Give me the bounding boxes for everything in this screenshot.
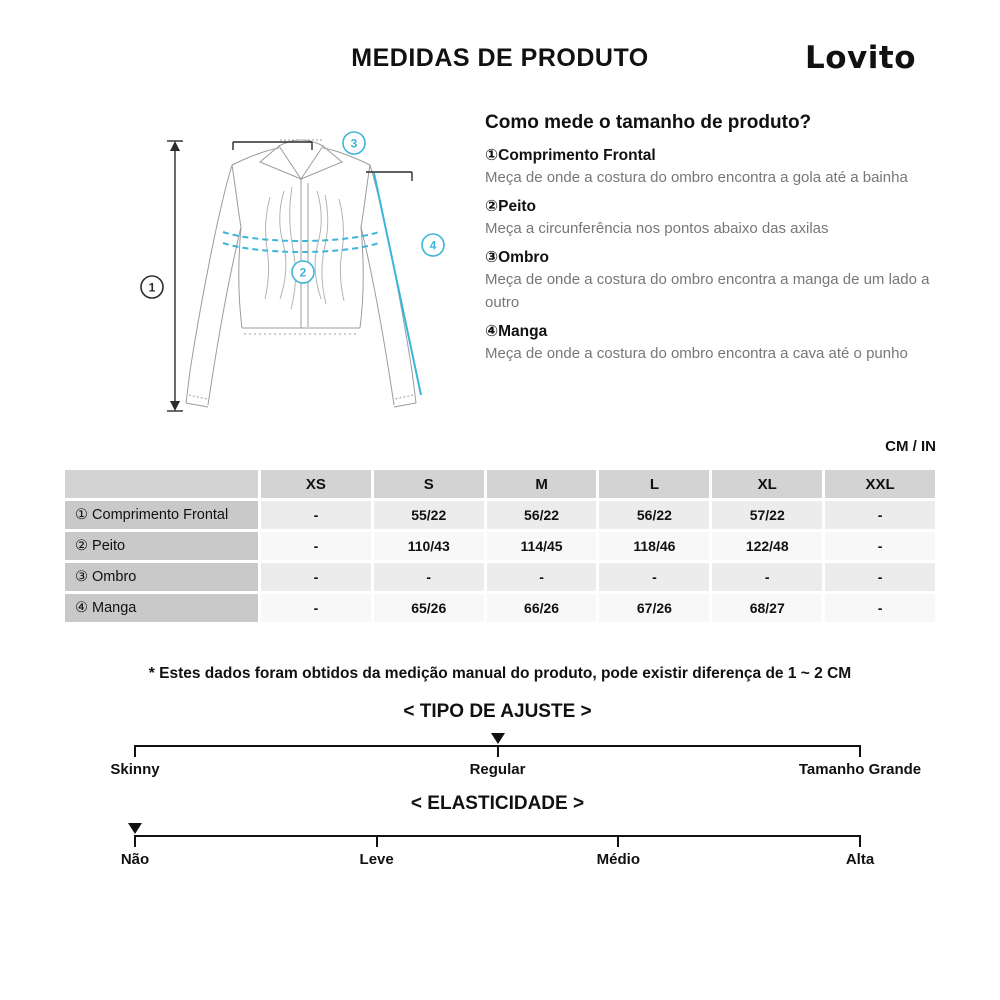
guide-item-name: Manga — [498, 322, 548, 340]
page-title: MEDIDAS DE PRODUTO — [351, 44, 649, 72]
elasticity-tick-1 — [134, 835, 136, 847]
fit-tick-right — [859, 745, 861, 757]
elasticity-tick-2 — [376, 835, 378, 847]
cell-value: - — [261, 501, 371, 529]
table-row-peito — [65, 532, 935, 560]
fit-tick-center — [497, 745, 499, 757]
cell-value: 56/22 — [487, 501, 597, 529]
elasticity-tick-3 — [617, 835, 619, 847]
fit-scale-title: < TIPO DE AJUSTE > — [403, 701, 592, 722]
guide-item-label — [485, 197, 943, 216]
row-label: ② Peito — [65, 532, 258, 560]
cell-value: 57/22 — [712, 501, 822, 529]
elasticity-scale-line — [135, 835, 860, 837]
guide-item-num: ① — [485, 147, 499, 164]
elasticity-marker-triangle — [128, 823, 142, 834]
svg-text:3: 3 — [350, 136, 358, 151]
cell-value: 65/26 — [374, 594, 484, 622]
measure-badge-3 — [343, 132, 365, 154]
guide-item-num: ② — [485, 197, 499, 215]
size-col-m: M — [487, 470, 597, 498]
cell-value: - — [261, 594, 371, 622]
guide-item-desc: Meça a circunferência nos pontos abaixo das axilas — [485, 219, 829, 237]
cell-value: - — [825, 532, 935, 560]
cell-value: 110/43 — [374, 532, 484, 560]
guide-item-label — [485, 248, 943, 267]
fit-label-regular: Regular — [469, 761, 526, 778]
elasticity-scale — [120, 793, 875, 877]
cell-value: 114/45 — [487, 532, 597, 560]
cell-value: 66/26 — [487, 594, 597, 622]
cell-value: - — [825, 594, 935, 622]
size-col-xs: XS — [261, 470, 371, 498]
measurement-disclaimer: * Estes dados foram obtidos da medição manual do produto, pode existir diferença de 1 ~ 2 CM — [148, 665, 852, 682]
size-col-s: S — [374, 470, 484, 498]
guide-heading: Como mede o tamanho de produto? — [485, 112, 812, 133]
guide-item-num: ④ — [485, 322, 499, 340]
row-label: ④ Manga — [65, 594, 258, 622]
elasticity-label-medio: Médio — [596, 851, 640, 868]
cell-value: - — [374, 563, 484, 591]
svg-text:1: 1 — [148, 280, 156, 295]
cell-value: 55/22 — [374, 501, 484, 529]
cell-value: 68/27 — [712, 594, 822, 622]
elasticity-label-alta: Alta — [845, 851, 875, 868]
size-table-header-row — [65, 470, 935, 498]
fit-tick-left — [134, 745, 136, 757]
measure-badge-4 — [422, 234, 444, 256]
chest-and-sleeve-measure-lines — [223, 173, 421, 395]
fit-label-grande: Tamanho Grande — [798, 761, 922, 778]
cell-value: 56/22 — [599, 501, 709, 529]
fit-type-scale — [110, 701, 922, 785]
row-label: ③ Ombro — [65, 563, 258, 591]
cell-value: - — [487, 563, 597, 591]
size-col-xxl: XXL — [825, 470, 935, 498]
size-col-l: L — [599, 470, 709, 498]
guide-item-name: Ombro — [498, 248, 549, 266]
cell-value: - — [261, 532, 371, 560]
elasticity-label-leve: Leve — [359, 851, 394, 868]
guide-item-label — [485, 322, 943, 341]
measure-badge-2 — [292, 261, 314, 283]
measure-badge-1 — [141, 276, 163, 298]
table-row-comprimento — [65, 501, 935, 529]
elasticity-label-nao: Não — [120, 851, 150, 868]
guide-item-desc: Meça de onde a costura do ombro encontra a gola até a bainha — [485, 169, 908, 186]
guide-item-name: Peito — [498, 197, 537, 215]
brand-logo: Lovito — [804, 40, 916, 76]
cell-value: 122/48 — [712, 532, 822, 560]
fit-marker-triangle — [491, 733, 505, 744]
cell-value: - — [599, 563, 709, 591]
measure-guide — [485, 112, 943, 366]
guide-item-desc: Meça de onde a costura do ombro encontra a cava até o punho — [485, 344, 908, 362]
size-table-wrap — [62, 467, 938, 625]
svg-text:2: 2 — [299, 265, 307, 280]
size-table — [62, 467, 938, 625]
cell-value: - — [712, 563, 822, 591]
guide-item-num: ③ — [485, 248, 499, 266]
guide-item-label — [485, 146, 943, 165]
guide-item-desc: Meça de onde a costura do ombro encontra a manga de um lado a outro — [485, 270, 930, 311]
cell-value: - — [261, 563, 371, 591]
svg-text:4: 4 — [429, 238, 437, 253]
cell-value: 118/46 — [599, 532, 709, 560]
guide-item-name: Comprimento Frontal — [498, 147, 656, 164]
cell-value: 67/26 — [599, 594, 709, 622]
product-measurement-diagram — [120, 115, 465, 430]
cell-value: - — [825, 501, 935, 529]
size-col-xl: XL — [712, 470, 822, 498]
units-label: CM / IN — [885, 438, 936, 455]
table-row-ombro — [65, 563, 935, 591]
cell-value: - — [825, 563, 935, 591]
size-table-corner — [65, 470, 258, 498]
elasticity-scale-title: < ELASTICIDADE > — [410, 793, 585, 814]
fit-label-skinny: Skinny — [110, 761, 160, 778]
elasticity-tick-4 — [859, 835, 861, 847]
row-label: ① Comprimento Frontal — [65, 501, 258, 529]
table-row-manga — [65, 594, 935, 622]
